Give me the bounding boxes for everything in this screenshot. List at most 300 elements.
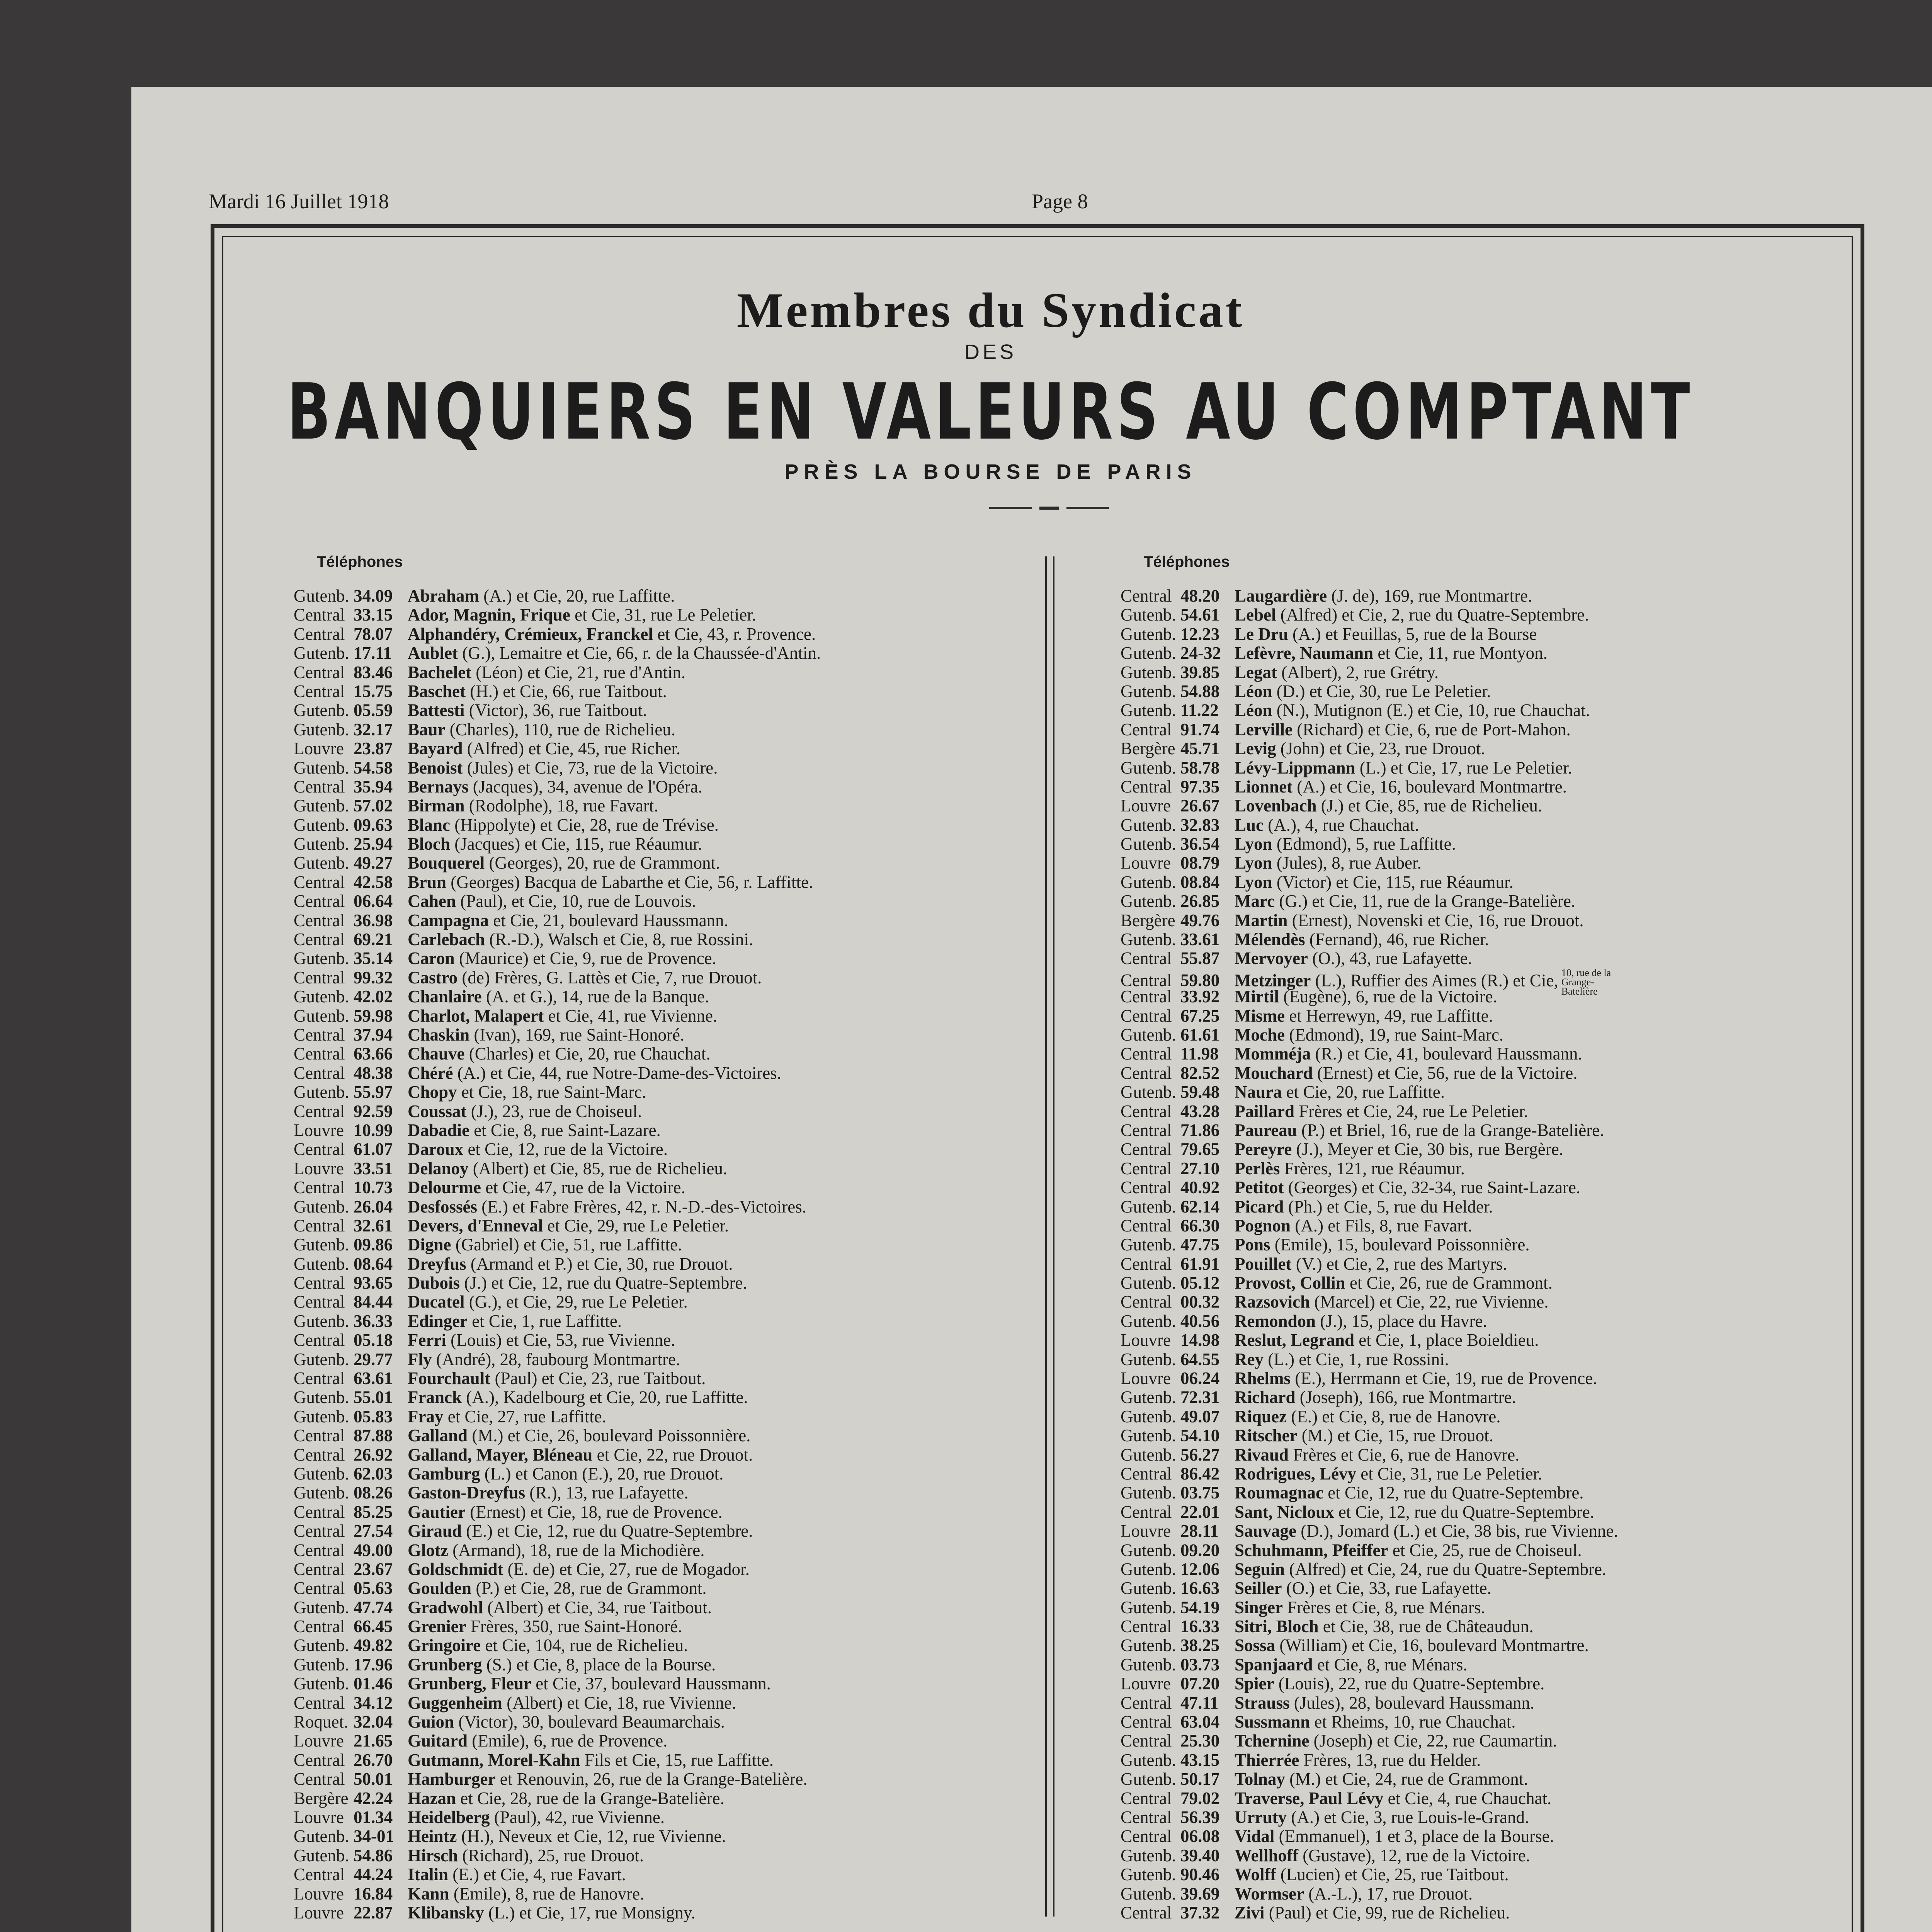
member-name: Rodrigues, Lévy — [1235, 1464, 1356, 1483]
member-row — [294, 1369, 1028, 1388]
member-address: et Cie, 20, rue Laffitte. — [1282, 1082, 1445, 1102]
member-address: (A.) et Cie, 44, rue Notre-Dame-des-Victoires. — [453, 1063, 781, 1083]
phone-number: 16.84 — [354, 1884, 393, 1903]
phone-number: 57.02 — [354, 796, 393, 816]
phone-number: 66.45 — [354, 1617, 393, 1636]
member-name: Traverse, Paul Lévy — [1235, 1788, 1384, 1808]
member-address: (Lucien) et Cie, 25, rue Taitbout. — [1276, 1865, 1509, 1884]
exchange-name: Gutenb. — [294, 719, 349, 739]
member-row — [1121, 1064, 1847, 1083]
phone-number: 15.75 — [354, 681, 393, 701]
exchange-name: Gutenb. — [294, 1406, 349, 1426]
phone-number: 08.84 — [1180, 872, 1220, 892]
left-column-heading: Téléphones — [317, 553, 403, 570]
exchange-name: Central — [294, 1063, 345, 1083]
member-address: et Cie, 1, place Boieldieu. — [1354, 1330, 1539, 1350]
phone-number: 49.82 — [354, 1636, 393, 1655]
member-name: Alphandéry, Crémieux, Franckel — [408, 624, 653, 644]
member-row — [1121, 1522, 1847, 1541]
member-row — [1121, 1235, 1847, 1254]
phone-number: 26.04 — [354, 1197, 393, 1216]
member-name: Mirtil — [1235, 987, 1279, 1007]
phone-number: 35.94 — [354, 777, 393, 796]
member-address: (Edmond), 19, rue Saint-Marc. — [1284, 1025, 1504, 1044]
member-row — [1121, 663, 1847, 682]
member-address: (de) Frères, G. Lattès et Cie, 7, rue Drouot. — [457, 968, 762, 987]
phone-number: 05.18 — [354, 1330, 393, 1350]
member-address: (Emile), 6, rue de Provence. — [468, 1731, 668, 1751]
member-row — [1121, 1121, 1847, 1140]
member-row — [1121, 625, 1847, 644]
member-address: (J.) et Cie, 85, rue de Richelieu. — [1316, 796, 1543, 816]
phone-number: 05.12 — [1180, 1273, 1220, 1293]
right-column-heading: Téléphones — [1144, 553, 1230, 570]
member-name: Remondon — [1235, 1311, 1316, 1331]
exchange-name: Central — [294, 1330, 345, 1350]
exchange-name: Central — [294, 1540, 345, 1560]
member-address: (Fernand), 46, rue Richer. — [1305, 930, 1489, 949]
member-name: Chaskin — [408, 1025, 470, 1044]
member-row — [294, 1007, 1028, 1026]
exchange-name: Louvre — [1121, 853, 1171, 873]
phone-number: 33.51 — [354, 1158, 393, 1178]
exchange-name: Gutenb. — [294, 1597, 349, 1617]
column-divider — [1045, 556, 1047, 1917]
phone-number: 56.39 — [1180, 1808, 1220, 1827]
member-name: Gringoire — [408, 1636, 481, 1655]
member-row — [294, 892, 1028, 911]
exchange-name: Central — [294, 872, 345, 892]
member-address: (Albert) et Cie, 85, rue de Richelieu. — [468, 1158, 728, 1178]
exchange-name: Gutenb. — [1121, 1388, 1176, 1407]
phone-number: 03.75 — [1180, 1483, 1220, 1503]
member-address: (Emile), 15, boulevard Poissonnière. — [1270, 1235, 1530, 1255]
exchange-name: Gutenb. — [294, 1006, 349, 1026]
exchange-name: Gutenb. — [294, 758, 349, 777]
exchange-name: Central — [294, 1865, 345, 1884]
phone-number: 49.27 — [354, 853, 393, 873]
phone-number: 21.65 — [354, 1731, 393, 1751]
exchange-name: Central — [1121, 777, 1172, 796]
member-name: Wolff — [1235, 1865, 1276, 1884]
member-row — [1121, 1178, 1847, 1197]
member-name: Wormser — [1235, 1884, 1304, 1903]
exchange-name: Gutenb. — [294, 1388, 349, 1407]
members-list-left — [294, 587, 1028, 1922]
member-row — [1121, 1770, 1847, 1789]
member-row — [294, 1216, 1028, 1235]
phone-number: 29.77 — [354, 1349, 393, 1369]
phone-number: 08.26 — [354, 1483, 393, 1503]
member-row — [1121, 1598, 1847, 1617]
phone-number: 36.98 — [354, 910, 393, 930]
member-row — [1121, 911, 1847, 930]
exchange-name: Central — [294, 1502, 345, 1522]
member-row — [294, 720, 1028, 739]
member-address: (P.) et Cie, 28, rue de Grammont. — [471, 1578, 707, 1598]
member-name: Zivi — [1235, 1903, 1265, 1922]
phone-number: 40.92 — [1180, 1178, 1220, 1197]
member-name: Seiller — [1235, 1578, 1282, 1598]
member-address: (P.) et Briel, 16, rue de la Grange-Batelière. — [1297, 1120, 1604, 1140]
member-name: Bayard — [408, 739, 463, 759]
member-address: (Jacques), 34, avenue de l'Opéra. — [468, 777, 702, 796]
exchange-name: Central — [1121, 1731, 1172, 1751]
member-address: et Cie, 28, rue de la Grange-Batelière. — [456, 1788, 724, 1808]
member-row — [294, 1312, 1028, 1331]
exchange-name: Roquet. — [294, 1712, 349, 1732]
phone-number: 86.42 — [1180, 1464, 1220, 1483]
member-address: (Joseph) et Cie, 22, rue Caumartin. — [1309, 1731, 1557, 1751]
member-row — [1121, 1655, 1847, 1674]
member-address: et Renouvin, 26, rue de la Grange-Batelière. — [495, 1769, 808, 1789]
member-address: et Cie, 41, rue Vivienne. — [544, 1006, 718, 1026]
phone-number: 32.04 — [354, 1712, 393, 1732]
member-row — [1121, 1694, 1847, 1713]
exchange-name: Gutenb. — [1121, 1865, 1176, 1884]
member-address: (John) et Cie, 23, rue Drouot. — [1276, 739, 1485, 759]
member-address: (A.), Kadelbourg et Cie, 20, rue Laffitte. — [462, 1388, 748, 1407]
exchange-name: Central — [294, 891, 345, 911]
member-name: Grunberg, Fleur — [408, 1674, 531, 1694]
member-address: (Jules), 28, boulevard Haussmann. — [1289, 1693, 1535, 1713]
member-row — [294, 1694, 1028, 1713]
member-address: et Cie, 37, boulevard Haussmann. — [531, 1674, 771, 1694]
exchange-name: Gutenb. — [294, 796, 349, 816]
member-name: Devers, d'Enneval — [408, 1216, 543, 1235]
phone-number: 63.61 — [354, 1369, 393, 1388]
phone-number: 03.73 — [1180, 1655, 1220, 1674]
member-address: (D.) et Cie, 30, rue Le Peletier. — [1272, 681, 1491, 701]
member-row — [1121, 873, 1847, 892]
member-row — [294, 816, 1028, 835]
member-row — [1121, 1007, 1847, 1026]
member-name: Lerville — [1235, 719, 1293, 739]
member-row — [1121, 682, 1847, 701]
member-row — [294, 930, 1028, 949]
member-name: Bernays — [408, 777, 469, 796]
exchange-name: Gutenb. — [294, 701, 349, 720]
phone-number: 54.58 — [354, 758, 393, 777]
phone-number: 79.02 — [1180, 1788, 1220, 1808]
exchange-name: Central — [294, 1101, 345, 1121]
title-bourse: PRÈS LA BOURSE DE PARIS — [784, 460, 1197, 483]
exchange-name: Gutenb. — [1121, 701, 1176, 720]
exchange-name: Gutenb. — [1121, 930, 1176, 949]
phone-number: 50.17 — [1180, 1769, 1220, 1789]
phone-number: 63.04 — [1180, 1712, 1220, 1732]
exchange-name: Central — [1121, 1216, 1172, 1235]
member-row — [1121, 1579, 1847, 1598]
exchange-name: Central — [1121, 1254, 1172, 1274]
phone-number: 48.20 — [1180, 586, 1220, 605]
exchange-name: Central — [294, 1292, 345, 1312]
member-row — [294, 1636, 1028, 1655]
exchange-name: Central — [1121, 1006, 1172, 1026]
member-address: (G.), Lemaitre et Cie, 66, r. de la Chaussée-d'Antin. — [458, 643, 821, 663]
exchange-name: Louvre — [294, 1158, 344, 1178]
phone-number: 34-01 — [354, 1827, 394, 1846]
exchange-name: Central — [1121, 1808, 1172, 1827]
member-name: Pouillet — [1235, 1254, 1292, 1274]
phone-number: 43.15 — [1180, 1750, 1220, 1770]
member-name: Provost, Collin — [1235, 1273, 1345, 1293]
header-date: Mardi 16 Juillet 1918 — [209, 190, 389, 213]
member-row — [294, 968, 1028, 987]
member-address: (O.), 43, rue Lafayette. — [1308, 949, 1472, 968]
member-address: (Ernest), Novenski et Cie, 16, rue Drouot. — [1287, 910, 1584, 930]
exchange-name: Gutenb. — [1121, 1655, 1176, 1674]
member-address: (Marcel) et Cie, 22, rue Vivienne. — [1310, 1292, 1549, 1312]
member-name: Fray — [408, 1406, 444, 1426]
member-name: Fourchault — [408, 1369, 491, 1388]
phone-number: 17.96 — [354, 1655, 393, 1674]
exchange-name: Louvre — [1121, 1330, 1171, 1350]
exchange-name: Central — [294, 777, 345, 796]
member-address: (E.) et Cie, 12, rue du Quatre-Septembre. — [462, 1521, 753, 1541]
phone-number: 42.02 — [354, 987, 393, 1007]
phone-number: 35.14 — [354, 949, 393, 968]
member-address: (Joseph), 166, rue Montmartre. — [1295, 1388, 1516, 1407]
member-address: (L.) et Cie, 17, rue Monsigny. — [484, 1903, 696, 1922]
exchange-name: Gutenb. — [1121, 624, 1176, 644]
phone-number: 56.27 — [1180, 1445, 1220, 1464]
phone-number: 84.44 — [354, 1292, 393, 1312]
member-row — [294, 1655, 1028, 1674]
member-name: Coussat — [408, 1101, 467, 1121]
member-name: Tolnay — [1235, 1769, 1285, 1789]
member-name: Ador, Magnin, Frique — [408, 605, 570, 625]
member-address: (M.) et Cie, 15, rue Drouot. — [1297, 1426, 1493, 1446]
member-row — [1121, 1159, 1847, 1178]
exchange-name: Gutenb. — [1121, 758, 1176, 777]
member-address: (Armand), 18, rue de la Michodière. — [448, 1540, 705, 1560]
member-row — [294, 1617, 1028, 1636]
member-address: (Paul), 42, rue Vivienne. — [490, 1808, 665, 1827]
member-row — [294, 1083, 1028, 1102]
member-address: (Albert), 2, rue Grétry. — [1277, 662, 1439, 682]
member-address: (Alfred) et Cie, 45, rue Richer. — [463, 739, 681, 759]
member-name: Glotz — [408, 1540, 448, 1560]
member-address: (Georges) Bacqua de Labarthe et Cie, 56, r. Laffitte. — [446, 872, 813, 892]
member-row — [1121, 644, 1847, 663]
member-row — [294, 682, 1028, 701]
member-name: Chéré — [408, 1063, 453, 1083]
member-name: Giraud — [408, 1521, 462, 1541]
phone-number: 79.65 — [1180, 1139, 1220, 1159]
member-row — [1121, 892, 1847, 911]
member-name: Strauss — [1235, 1693, 1290, 1713]
member-address: (E.) et Cie, 4, rue Favart. — [448, 1865, 626, 1884]
exchange-name: Central — [1121, 1712, 1172, 1732]
member-row — [1121, 1044, 1847, 1063]
phone-number: 11.98 — [1180, 1044, 1219, 1064]
member-address: (Paul) et Cie, 99, rue de Richelieu. — [1264, 1903, 1510, 1922]
member-address: (Georges), 20, rue de Grammont. — [485, 853, 720, 873]
member-row — [1121, 1751, 1847, 1770]
member-address: (Paul), et Cie, 10, rue de Louvois. — [456, 891, 696, 911]
exchange-name: Gutenb. — [1121, 1750, 1176, 1770]
exchange-name: Gutenb. — [1121, 891, 1176, 911]
member-row — [1121, 1789, 1847, 1808]
exchange-name: Gutenb. — [294, 1483, 349, 1503]
exchange-name: Central — [1121, 1063, 1172, 1083]
phone-number: 34.12 — [354, 1693, 393, 1713]
member-row — [294, 949, 1028, 968]
member-row — [294, 987, 1028, 1006]
member-address-tail: 10, rue de la Grange-Batelière — [1561, 967, 1611, 997]
exchange-name: Louvre — [1121, 1521, 1171, 1541]
member-row — [294, 1751, 1028, 1770]
exchange-name: Gutenb. — [1121, 1597, 1176, 1617]
phone-number: 42.58 — [354, 872, 393, 892]
member-name: Sossa — [1235, 1636, 1276, 1655]
member-address: (E. de) et Cie, 27, rue de Mogador. — [503, 1559, 750, 1579]
phone-number: 09.86 — [354, 1235, 393, 1255]
phone-number: 45.71 — [1180, 739, 1220, 759]
phone-number: 26.70 — [354, 1750, 393, 1770]
member-address: (A.) et Fils, 8, rue Favart. — [1291, 1216, 1472, 1235]
member-address: et Herrewyn, 49, rue Laffitte. — [1284, 1006, 1493, 1026]
member-name: Lionnet — [1235, 777, 1293, 796]
member-row — [1121, 1140, 1847, 1159]
phone-number: 67.25 — [1180, 1006, 1220, 1026]
phone-number: 06.24 — [1180, 1369, 1220, 1388]
member-name: Mélendès — [1235, 930, 1305, 949]
member-row — [1121, 1407, 1847, 1426]
member-row — [294, 1159, 1028, 1178]
member-name: Sant, Nicloux — [1235, 1502, 1334, 1522]
phone-number: 55.87 — [1180, 949, 1220, 968]
member-row — [1121, 1446, 1847, 1464]
member-name: Gaston-Dreyfus — [408, 1483, 526, 1503]
member-address: (R.) et Cie, 41, boulevard Haussmann. — [1311, 1044, 1582, 1064]
member-row — [1121, 1026, 1847, 1044]
member-row — [1121, 587, 1847, 605]
phone-number: 10.73 — [354, 1178, 393, 1197]
exchange-name: Central — [294, 1578, 345, 1598]
member-address: Frères, 121, rue Réaumur. — [1280, 1158, 1465, 1178]
member-address: (Hippolyte) et Cie, 28, rue de Trévise. — [450, 815, 719, 835]
exchange-name: Gutenb. — [294, 1464, 349, 1483]
exchange-name: Central — [1121, 1827, 1172, 1846]
member-address: et Cie, 104, rue de Richelieu. — [481, 1636, 688, 1655]
member-name: Levig — [1235, 739, 1276, 759]
phone-number: 27.10 — [1180, 1158, 1220, 1178]
member-address: (L.), Ruffier des Aimes (R.) et Cie, — [1311, 971, 1558, 990]
phone-number: 33.92 — [1180, 987, 1220, 1007]
exchange-name: Gutenb. — [1121, 815, 1176, 835]
member-row — [294, 663, 1028, 682]
exchange-name: Gutenb. — [294, 815, 349, 835]
member-row — [1121, 1846, 1847, 1865]
phone-number: 08.64 — [354, 1254, 393, 1274]
title-banquiers: BANQUIERS EN VALEURS AU COMPTANT — [287, 367, 1694, 457]
member-name: Paureau — [1235, 1120, 1297, 1140]
member-address: et Cie, 8, rue Saint-Lazare. — [469, 1120, 661, 1140]
member-name: Ducatel — [408, 1292, 465, 1312]
member-name: Vidal — [1235, 1827, 1275, 1846]
member-address: (E.), Herrmann et Cie, 19, rue de Provence. — [1291, 1369, 1597, 1388]
member-address: (R.-D.), Walsch et Cie, 8, rue Rossini. — [485, 930, 753, 949]
member-name: Chopy — [408, 1082, 457, 1102]
member-row — [294, 1350, 1028, 1369]
exchange-name: Louvre — [294, 1731, 344, 1751]
member-row — [294, 1846, 1028, 1865]
exchange-name: Gutenb. — [1121, 643, 1176, 663]
phone-number: 87.88 — [354, 1426, 393, 1446]
exchange-name: Gutenb. — [1121, 681, 1176, 701]
exchange-name: Gutenb. — [1121, 872, 1176, 892]
member-row — [1121, 1274, 1847, 1293]
member-name: Mouchard — [1235, 1063, 1313, 1083]
member-address: (Richard) et Cie, 6, rue de Port-Mahon. — [1292, 719, 1571, 739]
exchange-name: Central — [294, 968, 345, 987]
exchange-name: Gutenb. — [1121, 1636, 1176, 1655]
phone-number: 59.48 — [1180, 1082, 1220, 1102]
member-name: Lyon — [1235, 853, 1272, 873]
phone-number: 39.69 — [1180, 1884, 1220, 1903]
member-address: (A.) et Cie, 20, rue Laffitte. — [479, 586, 675, 605]
member-row — [1121, 1197, 1847, 1216]
exchange-name: Louvre — [1121, 1674, 1171, 1694]
member-name: Martin — [1235, 910, 1288, 930]
member-address: et Cie, 29, rue Le Peletier. — [543, 1216, 729, 1235]
member-name: Abraham — [408, 586, 480, 605]
phone-number: 82.52 — [1180, 1063, 1220, 1083]
member-row — [1121, 605, 1847, 624]
member-address: (Richard), 25, rue Drouot. — [458, 1845, 644, 1865]
member-row — [294, 1026, 1028, 1044]
member-address: et Rheims, 10, rue Chauchat. — [1310, 1712, 1516, 1732]
exchange-name: Louvre — [1121, 1369, 1171, 1388]
phone-number: 40.56 — [1180, 1311, 1220, 1331]
exchange-name: Gutenb. — [1121, 1559, 1176, 1579]
exchange-name: Gutenb. — [1121, 1769, 1176, 1789]
phone-number: 78.07 — [354, 624, 393, 644]
member-row — [1121, 949, 1847, 968]
exchange-name: Gutenb. — [1121, 1082, 1176, 1102]
member-address: (William) et Cie, 16, boulevard Montmartre. — [1275, 1636, 1589, 1655]
phone-number: 50.01 — [354, 1769, 393, 1789]
member-name: Campagna — [408, 910, 489, 930]
member-address: Fils et Cie, 15, rue Laffitte. — [580, 1750, 774, 1770]
phone-number: 36.33 — [354, 1311, 393, 1331]
phone-number: 36.54 — [1180, 834, 1220, 854]
exchange-name: Central — [1121, 1292, 1172, 1312]
phone-number: 62.14 — [1180, 1197, 1220, 1216]
member-row — [1121, 1865, 1847, 1884]
member-row — [294, 1197, 1028, 1216]
member-address: (Jules), 8, rue Auber. — [1272, 853, 1422, 873]
member-name: Wellhoff — [1235, 1845, 1298, 1865]
member-row — [1121, 1808, 1847, 1827]
member-name: Edinger — [408, 1311, 468, 1331]
member-row — [294, 1560, 1028, 1579]
exchange-name: Gutenb. — [1121, 1884, 1176, 1903]
member-row — [294, 796, 1028, 815]
member-address: (E.) et Cie, 8, rue de Hanovre. — [1287, 1406, 1501, 1426]
phone-number: 28.11 — [1180, 1521, 1219, 1541]
exchange-name: Central — [294, 1273, 345, 1293]
member-name: Lyon — [1235, 834, 1272, 854]
exchange-name: Central — [294, 662, 345, 682]
member-name: Grunberg — [408, 1655, 482, 1674]
member-row — [1121, 1674, 1847, 1693]
member-row — [294, 911, 1028, 930]
exchange-name: Gutenb. — [294, 1845, 349, 1865]
member-row — [1121, 1483, 1847, 1502]
